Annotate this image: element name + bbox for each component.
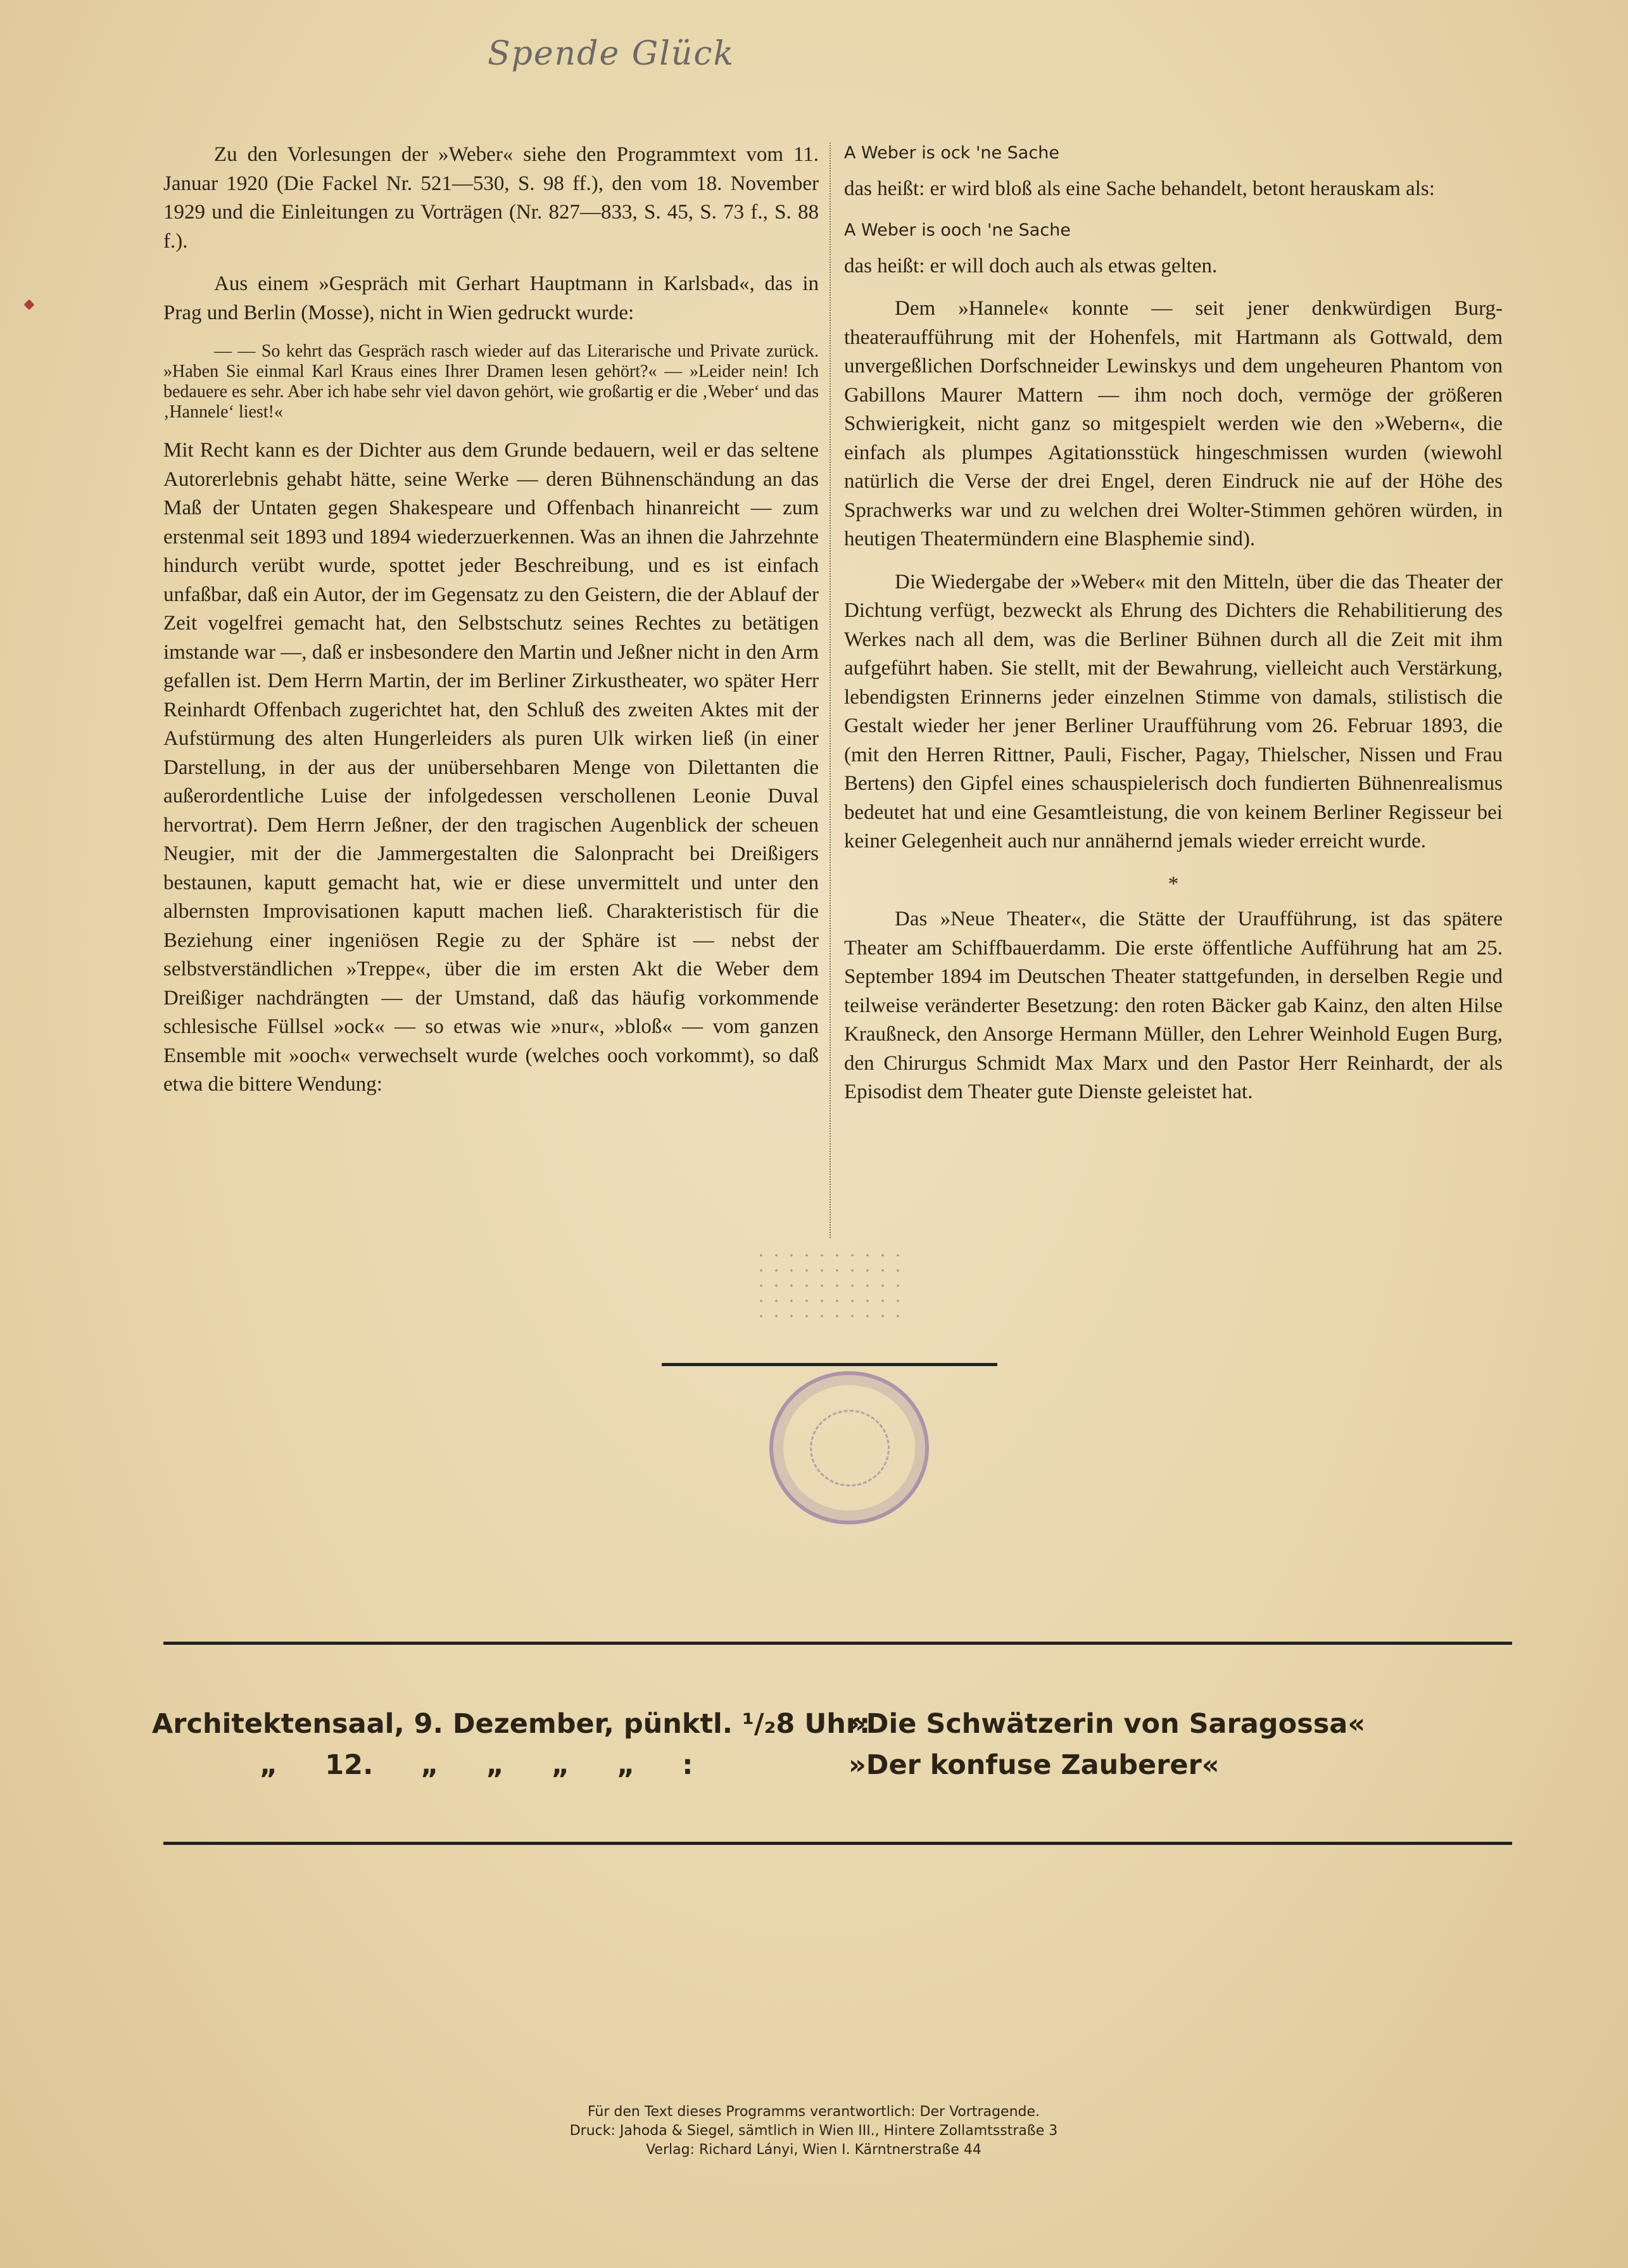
explanation-1: das heißt: er wird bloß als eine Sache behandelt, betont herauskam als:: [844, 177, 1435, 200]
intro-paragraph: Zu den Vorlesungen der »Weber« siehe den Programmtext vom 11. Januar 1920 (Die Fackel Nr. 521—530, S. 98 ff.), den vom 18. November 1929 und die Einleitungen zu Vorträgen (Nr. 827—833, S. 45, S. 73 f., S. 88 f.).: [163, 143, 819, 253]
footer-printer: Druck: Jahoda & Siegel, sämtlich in Wien III., Hintere Zollamtsstraße 3: [569, 2123, 1058, 2139]
hannele-paragraph: Dem »Hannele« konnte — seit jener denkwürdigen Burgtheateraufführung mit der Hohenfels, mit Hartmann als Gottwald, dem unvergeßlichen Dorfschneider Lewinskys und dem ungeheuren Phantom von Gabillons Maurer Mattern — ihm noch doch, vermöge der größeren Schwierigkeit, nicht ganz so mitgespielt werden wie den »Webern«, die einfach als plumpes Agitationsstück hingeschmissen wurden (wiewohl natürlich die Verse der drei Engel, deren Eindruck nie auf der Höhe des Sprachwerks war und zu welchen drei Wolter-Stimmen gehören würden, in heutigen Theatermündern eine Blasphemie sind).: [844, 297, 1503, 550]
left-column: [163, 141, 819, 1113]
event-1-title: »Die Schwätzerin von Saragossa«: [849, 1708, 1366, 1740]
explanation-2: das heißt: er will doch auch als etwas gelten.: [844, 254, 1218, 277]
top-event-rule: [163, 1642, 1512, 1645]
handwritten-note: Spende Glück: [488, 35, 735, 73]
main-paragraph: Mit Recht kann es der Dichter aus dem Grunde bedauern, weil er das seltene Autorerlebnis gehabt hätte, seine Werke — deren Bühnenschändung an das Maß der Untaten gegen Shakespeare und Offenbach hinanreicht — zum erstenmal seit 1893 und 1894 wiederzuerkennen. Was an ihnen die Jahrzehnte hindurch verübt wurde, spottet jeder Beschreibung, und es ist einfach unfaßbar, daß ein Autor, der im Gegensatz zu den Geistern, die der Ablauf der Zeit vogelfrei gemacht hat, den Selbstschutz seines Rechtes zu betätigen imstande war —, daß er insbesondere den Martin und Jeßner nicht in den Arm gefallen ist. Dem Herrn Martin, der im Berliner Zirkustheater, wo später Herr Reinhardt Offenbach zugerichtet hat, den Schluß des zweiten Aktes mit der Aufstürmung des alten Hungerleiders als puren Ulk wirken ließ (in einer Darstellung, in der aus der unübersehbaren Menge von Dilettanten die außerordentliche Luise der infolgedessen verschollenen Leonie Duval hervortrat). Dem Herrn Jeßner, der den tragischen Augenblick der scheuen Neugier, mit der die Jammergestalten die Salonpracht bei Dreißigers bestaunen, kaputt gemacht hat, wie er diese unvermittelt und unter den albernsten Improvisationen kaputt machen ließ. Charakteristisch für die Beziehung einer ingeniösen Regie zu der Sphäre ist — nebst der selbstverständlichen »Treppe«, über die im ersten Akt die Weber dem Dreißiger nachdrängten — der Umstand, daß das häufig vorkommende schlesische Füllsel »ock« — so etwas wie »nur«, »bloß« — vom ganzen Ensemble mit »ooch« verwechselt wurde (welches ooch vorkommt), so daß etwa die bittere Wendung:: [163, 439, 819, 1096]
dialect-line-ooch: A Weber is ooch 'ne Sache: [844, 220, 1071, 240]
short-rule: [662, 1363, 997, 1366]
interview-quote: — — So kehrt das Gespräch rasch wieder auf das Literarische und Private zurück. »Haben Sie einmal Karl Kraus eines Ihrer Dramen lesen gehört?« — »Leider nein! Ich bedauere es sehr. Aber ich habe sehr viel davon gehört, wie großartig er die ‚Weber‘ und das ‚Hannele‘ liest!«: [163, 341, 819, 422]
neues-theater-paragraph: Das »Neue Theater«, die Stätte der Uraufführung, ist das spätere Theater am Schiffbauerdamm. Die erste öffentliche Aufführung hat am 25. September 1894 im Deutschen Theater stattgefunden, in derselben Regie und teilweise veränderter Besetzung: den roten Bäcker gab Kainz, den alten Hilse Kraußneck, den Ansorge Hermann Müller, den Lehrer Weinhold Eugen Burg, den Chirurgus Schmidt Max Marx und den Pastor Herr Reinhardt, der als Episodist dem Theater gute Dienste geleistet hat.: [844, 908, 1503, 1103]
event-2-details: „ 12. „ „ „ „ :: [260, 1749, 693, 1781]
column-divider: [830, 143, 832, 1238]
wiedergabe-paragraph: Die Wiedergabe der »Weber« mit den Mitteln, über die das Theater der Dichtung verfügt, bezweckt als Ehrung des Dichters die Rehabilitierung des Werkes nach all dem, was die Berliner Bühnen durch all die Zeit mit ihm aufgeführt haben. Sie stellt, mit der Bewahrung, vielleicht auch Verstärkung, lebendigsten Erinnerns jeder einzelnen Stimme von damals, stilistisch die Gestalt wieder her jener Berliner Uraufführung vom 26. Februar 1893, die (mit den Herren Rittner, Pauli, Fischer, Pagay, Thielscher, Nissen und Frau Bertens) den Gipfel eines schauspielerisch doch fundierten Bühnenrealismus bedeutet hat und eine Gesamtleistung, die von keinem Berliner Regisseur bei keiner Gelegenheit auch nur annähernd jemals wieder erreicht wurde.: [844, 570, 1503, 852]
dot-pattern: [754, 1248, 905, 1324]
library-stamp-icon: [769, 1371, 929, 1524]
section-asterisk: *: [1168, 872, 1179, 896]
right-column: [844, 141, 1503, 1121]
footer-responsible: Für den Text dieses Programms verantwortlich: Der Vortragende.: [587, 2104, 1040, 2120]
footer-publisher: Verlag: Richard Lányi, Wien I. Kärntnerstraße 44: [646, 2142, 981, 2158]
dialect-line-ock: A Weber is ock 'ne Sache: [844, 143, 1059, 163]
event-1-details: Architektensaal, 9. Dezember, pünktl. ¹/₂8 Uhr:: [152, 1708, 871, 1740]
conversation-intro: Aus einem »Gespräch mit Gerhart Hauptmann in Karlsbad«, das in Prag und Berlin (Mosse), nicht in Wien gedruckt wurde:: [163, 272, 819, 324]
red-mark: [24, 300, 35, 310]
event-2-title: »Der konfuse Zauberer«: [849, 1749, 1220, 1781]
bottom-event-rule: [163, 1842, 1512, 1845]
